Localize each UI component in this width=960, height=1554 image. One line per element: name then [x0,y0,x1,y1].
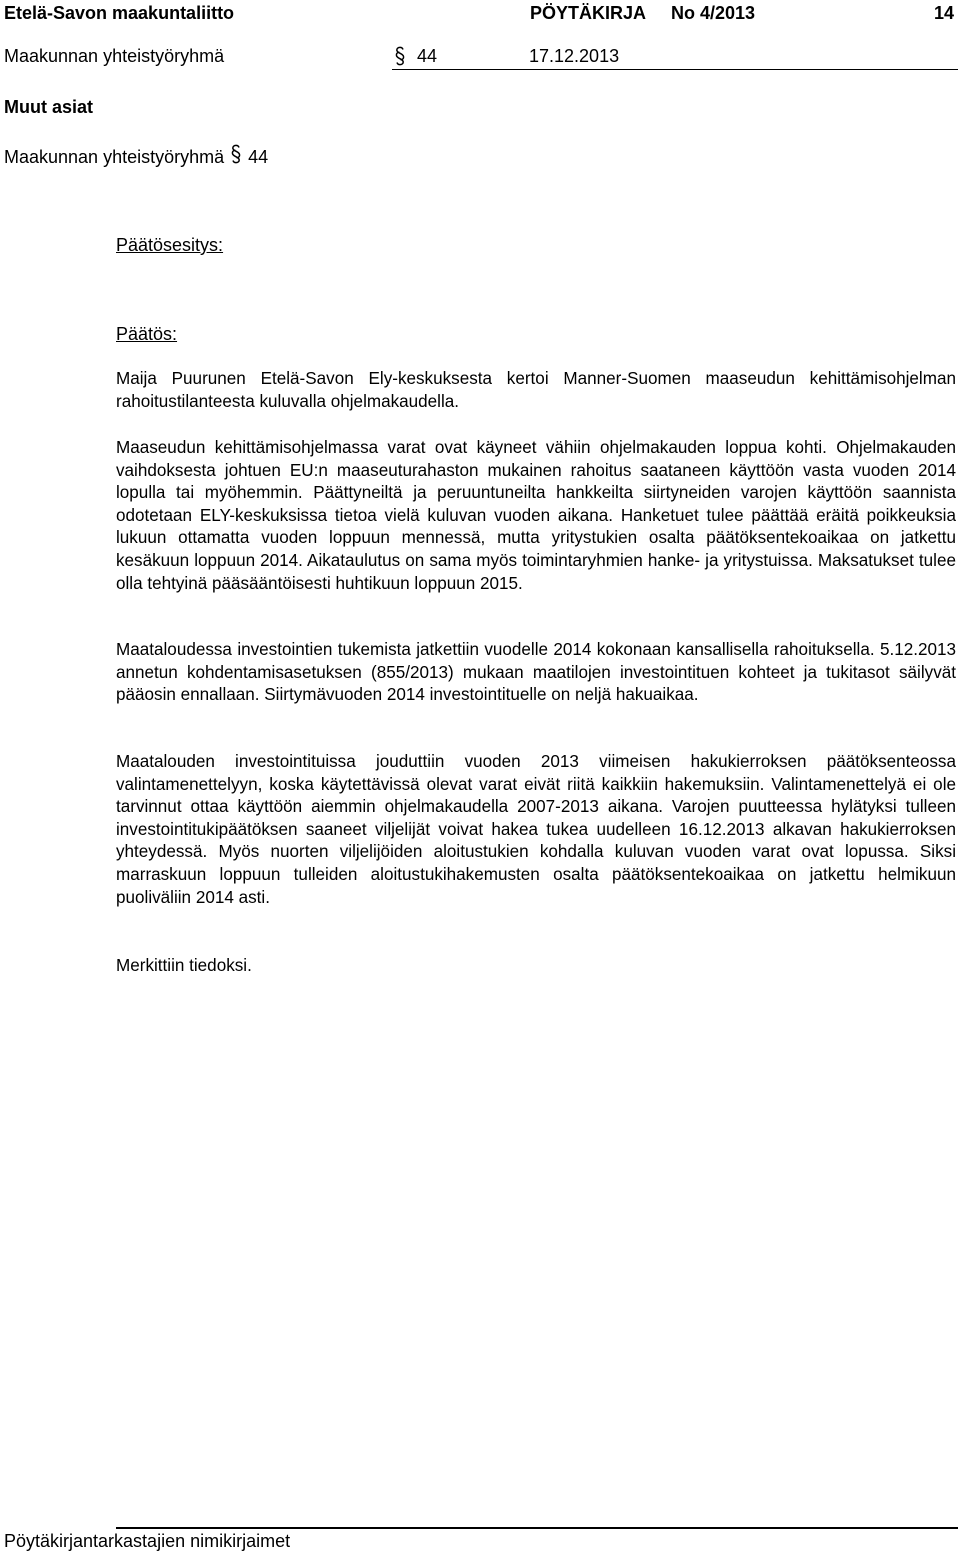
document-type: PÖYTÄKIRJA [530,3,647,23]
section-number: 44 [417,46,438,66]
page-title: Muut asiat [4,97,94,117]
header-divider [392,69,958,70]
document-number: No 4/2013 [671,3,756,23]
group-name: Maakunnan yhteistyöryhmä [4,46,225,66]
meeting-date: 17.12.2013 [529,46,620,66]
section-heading [4,143,268,168]
decision-label: Päätös: [116,324,178,344]
section-heading-number: 44 [248,147,269,167]
body-paragraph: Maija Puurunen Etelä-Savon Ely-keskuksesta kertoi Manner-Suomen maaseudun kehittämisohjelman rahoitustilanteesta kuluvalla ohjelmakaudella. [116,369,956,411]
section-heading-group: Maakunnan yhteistyöryhmä [4,147,225,167]
footer-initials-label: Pöytäkirjantarkastajien nimikirjaimet [4,1531,291,1551]
body-paragraph: Maataloudessa investointien tukemista jatkettiin vuodelle 2014 kokonaan kansallisella rahoituksella. 5.12.2013 annetun kohdentamisasetuksen (855/2013) mukaan maatilojen investointituen kohteet ja tukitasot säilyvät pääosin ennallaan. Siirtymävuoden 2014 investointituelle on neljä hakuaikaa. [116,640,956,705]
page-number: 14 [933,3,954,23]
body-paragraph: Maaseudun kehittämisohjelmassa varat ovat käyneet vähiin ohjelmakauden loppua kohti. Ohjelmakauden vaihdoksesta johtuen EU:n maaseuturahaston mukainen rahoitus saataneen käyttöön vasta vuoden 2014 lopulla tai myöhemmin. Päättyneiltä ja peruuntuneilta hankkeilta siirtyneiden varojen käyttöön saannista odotetaan ELY-keskuksissa tietoa vielä kuluvan vuoden aikana. Hanketuet tulee päättää eräitä poikkeuksia lukuun ottamatta vuoden loppuun mennessä, mutta yritystukien osalta päätöksentekoaikaa on jatkettu kesäkuun loppuun 2014. Aikataulutus on sama myös toimintaryhmien hanke- ja yritystuissa. Maksatukset tulee olla tehtyinä pääsääntöisesti huhtikuun loppuun 2015. [116,438,956,593]
section-sign-icon [230,144,242,164]
proposal-label: Päätösesitys: [116,235,224,255]
organization-name: Etelä-Savon maakuntaliitto [4,3,235,23]
section-sign-icon [394,46,406,66]
footer-divider [116,1527,958,1529]
body-paragraph: Merkittiin tiedoksi. [116,956,252,975]
body-paragraph: Maatalouden investointituissa jouduttiin vuoden 2013 viimeisen hakukierroksen päätöksenteossa valintamenettelyyn, koska käytettävissä olevat varat eivät riitä kaikkiin hakemuksiin. Valintamenettelyä ei ole tarvinnut ottaa käyttöön aiemmin ohjelmakaudella 2007-2013 aikana. Varojen puutteessa hylätyksi tulleen investointitukipäätöksen saaneet viljelijät voivat hakea tukea uudelleen 16.12.2013 alkavan hakukierroksen yhteydessä. Myös nuorten viljelijöiden aloitustukien kohdalla kuluvan vuoden varat ovat lopussa. Siksi marraskuun loppuun tulleiden aloitustukihakemusten osalta päätöksentekoaikaa on jatkettu helmikuun puoliväliin 2014 asti. [116,752,956,907]
